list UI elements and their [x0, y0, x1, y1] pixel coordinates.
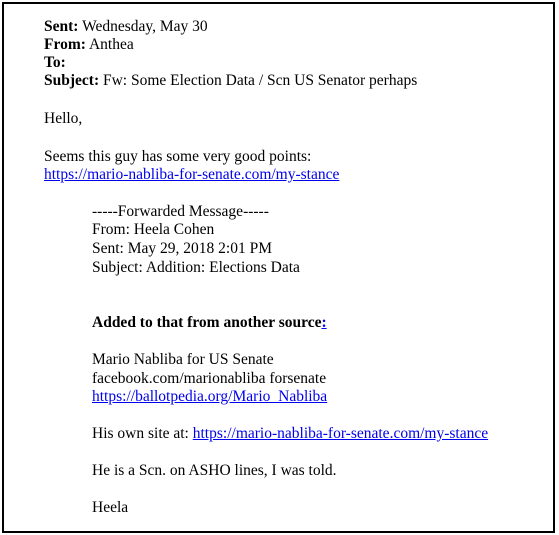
- own-site-prefix: His own site at:: [92, 425, 193, 442]
- ballotpedia-link-line: [92, 388, 327, 407]
- email-frame: [2, 2, 555, 533]
- own-site-line: [92, 425, 488, 444]
- own-site-link[interactable]: https://mario-nabliba-for-senate.com/my-stance: [192, 425, 489, 442]
- from-value: Anthea: [88, 36, 134, 53]
- subject-value: Fw: Some Election Data / Scn US Senator perhaps: [102, 72, 418, 89]
- subject-label: Subject:: [44, 72, 100, 89]
- added-source-line: [92, 314, 327, 333]
- sent-line: [44, 18, 208, 37]
- stance-link[interactable]: https://mario-nabliba-for-senate.com/my-stance: [44, 166, 340, 183]
- to-label: To:: [44, 54, 66, 71]
- candidate-name: Mario Nabliba for US Senate: [92, 351, 274, 368]
- added-source-colon-link[interactable]: :: [321, 314, 327, 331]
- greeting: Hello,: [44, 110, 83, 127]
- from-label: From:: [44, 36, 86, 53]
- forwarded-divider: -----Forwarded Message-----: [92, 203, 269, 220]
- scn-note: He is a Scn. on ASHO lines, I was told.: [92, 462, 337, 479]
- stance-link-line: [44, 166, 339, 185]
- forwarded-sent: Sent: May 29, 2018 2:01 PM: [92, 240, 272, 257]
- facebook-text: facebook.com/marionabliba forsenate: [92, 370, 327, 387]
- sent-label: Sent:: [44, 18, 79, 35]
- subject-line: [44, 72, 417, 91]
- forwarded-subject: Subject: Addition: Elections Data: [92, 259, 300, 276]
- sent-value: Wednesday, May 30: [82, 18, 208, 35]
- signature: Heela: [92, 499, 129, 516]
- forwarded-from: From: Heela Cohen: [92, 221, 215, 238]
- added-source-text: Added to that from another source: [92, 314, 322, 331]
- to-line: [44, 54, 66, 73]
- from-line: [44, 36, 134, 55]
- intro-text: Seems this guy has some very good points:: [44, 148, 312, 165]
- ballotpedia-link[interactable]: https://ballotpedia.org/Mario_Nabliba: [92, 388, 328, 405]
